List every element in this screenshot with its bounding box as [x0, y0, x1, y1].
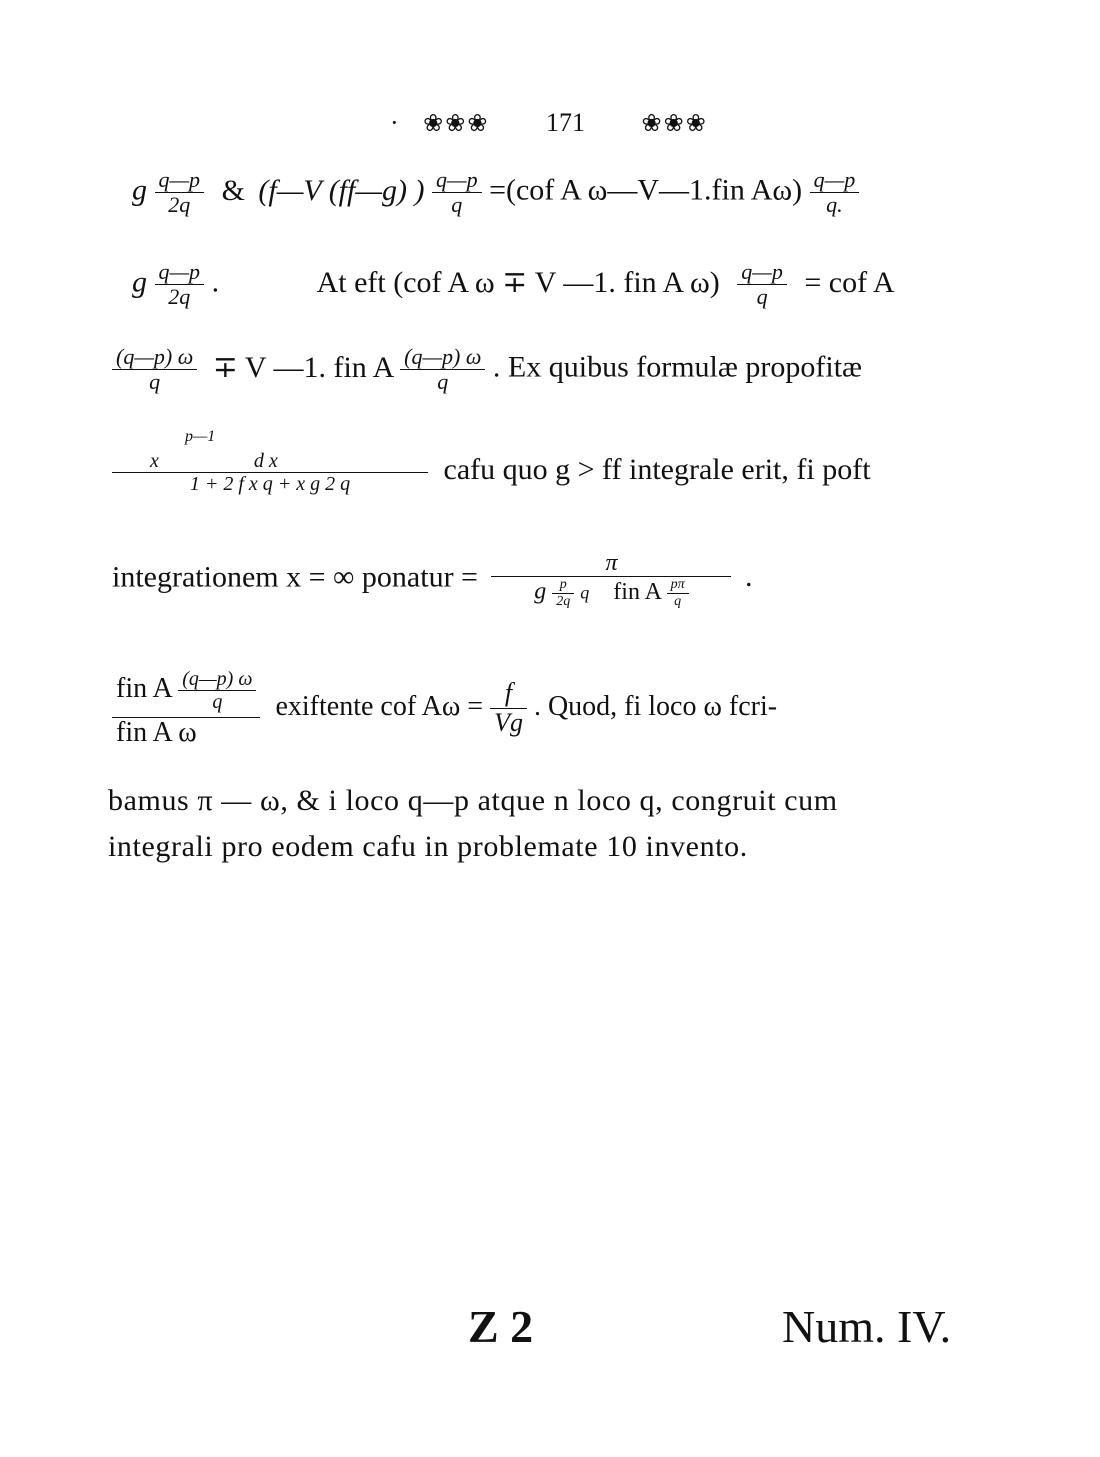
- fraction-numerator: p: [552, 577, 574, 593]
- fraction-numerator: (q—p) ω: [178, 668, 256, 691]
- formula-text: At eft (cof A ω ∓ V —1. fin A ω): [316, 265, 720, 299]
- paragraph-line-2: integrali pro eodem cafu in problemate 10 invento.: [108, 830, 748, 863]
- fraction: [112, 450, 428, 495]
- fraction-denominator: 2q: [556, 593, 571, 609]
- fraction: [155, 260, 205, 309]
- fraction-denominator: q: [149, 369, 161, 395]
- formula-line-6: [112, 668, 777, 749]
- fraction-denominator: q: [451, 192, 463, 218]
- fraction-denominator: 2q: [168, 284, 191, 310]
- fraction-denominator: fin A ω: [116, 717, 197, 748]
- formula-text: integrationem x = ∞ ponatur =: [112, 560, 478, 594]
- page-header: [390, 108, 708, 138]
- fraction: [112, 668, 260, 749]
- fraction-numerator: q—p: [155, 260, 205, 285]
- fraction-denominator: q: [756, 284, 768, 310]
- fraction: [400, 345, 485, 394]
- fraction-numerator: pπ: [667, 577, 689, 593]
- period: .: [211, 265, 220, 299]
- fraction-numerator: [112, 450, 428, 473]
- fraction-numerator: f: [490, 679, 527, 709]
- header-dot: ·: [390, 108, 399, 137]
- fraction-denominator: q: [437, 369, 449, 395]
- fraction-numerator: q—p: [432, 168, 482, 193]
- fraction: [491, 550, 731, 609]
- fraction-denominator: Vg: [494, 707, 523, 737]
- ornament-right-icon: ❀❀❀: [641, 111, 708, 137]
- fraction-numerator: (q—p) ω: [400, 345, 485, 370]
- fraction-numerator: π: [491, 550, 731, 577]
- superscript: p—1: [185, 428, 216, 445]
- signature-mark: Z 2: [468, 1301, 534, 1352]
- rhs-expression: = cof A: [804, 265, 895, 299]
- fraction: [112, 345, 197, 394]
- formula-line-4: [112, 450, 871, 495]
- fraction-denominator: [491, 577, 731, 609]
- fraction: [552, 577, 574, 609]
- den-q: q: [580, 582, 590, 603]
- fraction-numerator: q—p: [737, 260, 787, 285]
- fraction: [810, 168, 860, 217]
- formula-line-5: [112, 550, 752, 609]
- rhs-expression: =(cof A ω—V—1.fin Aω): [489, 173, 803, 207]
- numerator-dx: d x: [253, 450, 278, 472]
- formula-mid: ∓ V —1. fin A: [212, 350, 393, 384]
- formula-g: g: [132, 173, 147, 207]
- fraction-denominator: 2q: [168, 192, 191, 218]
- period: .: [744, 560, 753, 594]
- formula-text: exiftente cof Aω =: [275, 690, 484, 722]
- paren-expression: (f—V (ff—g) ): [258, 173, 425, 207]
- den-sin: fin A: [613, 578, 661, 605]
- fraction-denominator: 1 + 2 f x q + x g 2 q: [189, 473, 351, 495]
- fraction: [155, 168, 205, 217]
- numerator-x: x: [150, 450, 159, 472]
- fraction-denominator: q: [212, 691, 223, 713]
- formula-line-1: [132, 168, 859, 217]
- formula-text: . Ex quibus formulæ propofitæ: [492, 350, 863, 384]
- catchword: Num. IV.: [782, 1301, 952, 1352]
- fraction-numerator: [112, 668, 260, 718]
- ornament-left-icon: ❀❀❀: [423, 111, 490, 137]
- formula-g: g: [132, 265, 147, 299]
- formula-line-2: [132, 260, 895, 309]
- page-number: 171: [546, 108, 585, 137]
- fraction-denominator: q.: [826, 192, 843, 218]
- paragraph-line-1: bamus π — ω, & i loco q—p atque n loco q, congruit cum: [108, 784, 838, 817]
- fraction: [737, 260, 787, 309]
- fraction: [178, 668, 256, 713]
- den-g: g: [534, 578, 547, 605]
- formula-text: cafu quo g > ff integrale erit, fi poft: [443, 453, 871, 487]
- fraction: [490, 679, 527, 737]
- ampersand: &: [221, 173, 245, 207]
- num-sin: fin A: [116, 672, 172, 704]
- fraction-denominator: q: [674, 593, 682, 609]
- formula-text-after: . Quod, fi loco ω fcri-: [533, 690, 778, 722]
- formula-line-3: [112, 345, 862, 394]
- fraction: [667, 577, 689, 609]
- fraction-numerator: q—p: [155, 168, 205, 193]
- fraction-numerator: (q—p) ω: [112, 345, 197, 370]
- fraction-numerator: q—p: [810, 168, 860, 193]
- fraction: [432, 168, 482, 217]
